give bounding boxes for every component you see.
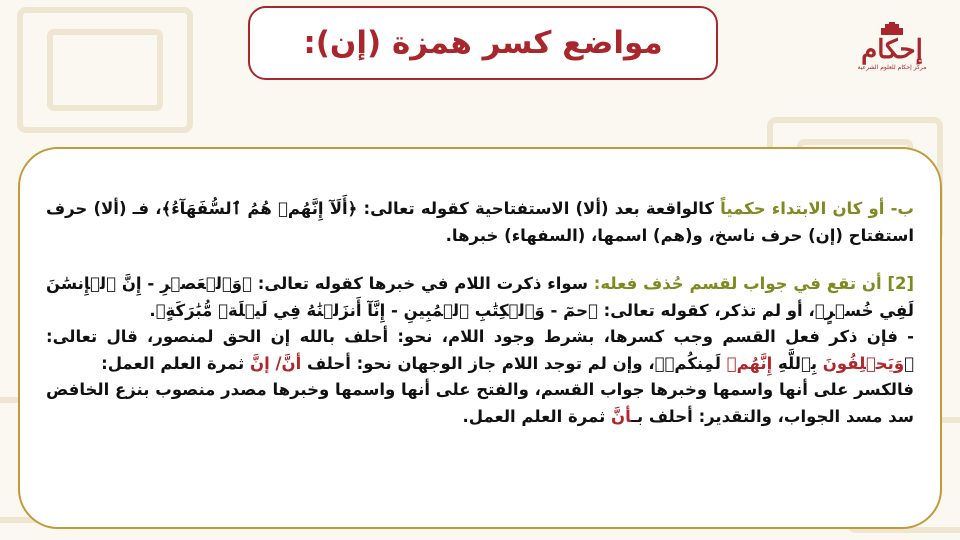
p2-text-3: . bbox=[149, 300, 156, 320]
p4-text-1: فالكسر على أنها واسمها وخبرها جواب القسم، والفتح على أنها واسمها وخبرها مصدر منصوب بنزع الخافض سد مسد الجواب، والتقدير: أحلف بـ bbox=[46, 380, 914, 426]
paragraph-b bbox=[46, 196, 914, 249]
p2-text-1: سواء ذكرت اللام في خبرها كقوله تعالى: bbox=[251, 274, 594, 293]
paragraph-4 bbox=[46, 377, 914, 430]
quran-verse: ﴿أَلَآ إِنَّهُمۡ هُمُ ٱلسُّفَهَآءُ﴾ bbox=[161, 199, 358, 218]
p1-text-2: ، فـ (ألا) حرف استفتاح (إن) حرف ناسخ، و(هم) اسمها، (السفهاء) خبرها. bbox=[46, 199, 914, 245]
lead-qasam: [2] أن تقع في جواب لقسم حُذف فعله: bbox=[593, 274, 914, 293]
lead-hukmi: ب- أو كان الابتداء حكمياً bbox=[720, 199, 914, 218]
logo-emblem-icon bbox=[879, 22, 905, 36]
logo-subtitle: مركز إحكام للعلوم الشرعية bbox=[857, 64, 927, 71]
p2-text-2: ، أو لم تذكر، كقوله تعالى: bbox=[597, 300, 815, 320]
verse-red-1: وَيَحۡلِفُونَ bbox=[822, 353, 905, 373]
p3-text-2: ، وإن لم توجد اللام جاز الوجهان نحو: أحلف bbox=[301, 353, 655, 373]
example-anna-inna: أنَّ/ إنَّ bbox=[250, 353, 302, 373]
p3-text-1: - فإن ذكر فعل القسم وجب كسرها، بشرط وجود اللام، نحو: أحلف بالله إن الحق لمنصور، قال تعالى: bbox=[46, 327, 914, 346]
page-title: مواضع كسر همزة (إن): bbox=[303, 25, 663, 61]
lesson-content bbox=[46, 196, 914, 430]
logo bbox=[842, 22, 942, 100]
paragraph-2 bbox=[46, 271, 914, 324]
p3-text-3: ثمرة العلم العمل: bbox=[101, 353, 250, 373]
verse-open: ﴿ bbox=[904, 353, 914, 373]
verse-red-2: إِنَّهُمۡ bbox=[726, 353, 773, 373]
example-anna: أنَّ bbox=[611, 406, 632, 426]
verse-mid: بِٱللَّهِ bbox=[772, 353, 823, 373]
title-box bbox=[248, 6, 718, 80]
paragraph-3 bbox=[46, 324, 914, 377]
verse-end: لَمِنكُمۡ﴾ bbox=[654, 353, 727, 373]
logo-name: إحكام bbox=[861, 35, 923, 65]
quran-verse-dukhan: ﴿حمٓ - وَٱلۡكِتَٰبِ ٱلۡمُبِينِ - إِنَّآ أَنزَلۡنَٰهُ فِي لَيۡلَةٖ مُّبَٰرَكَةٍ﴾ bbox=[155, 300, 598, 320]
p4-text-2: ثمرة العلم العمل. bbox=[462, 406, 612, 426]
quran-verse-asr: ﴿وَٱلۡعَصۡرِ - إِنَّ ٱلۡإِنسَٰنَ لَفِي خُسۡرٍ﴾ bbox=[46, 274, 914, 320]
p1-text-1: كالواقعة بعد (ألا) الاستفتاحية كقوله تعالى: bbox=[357, 199, 721, 218]
